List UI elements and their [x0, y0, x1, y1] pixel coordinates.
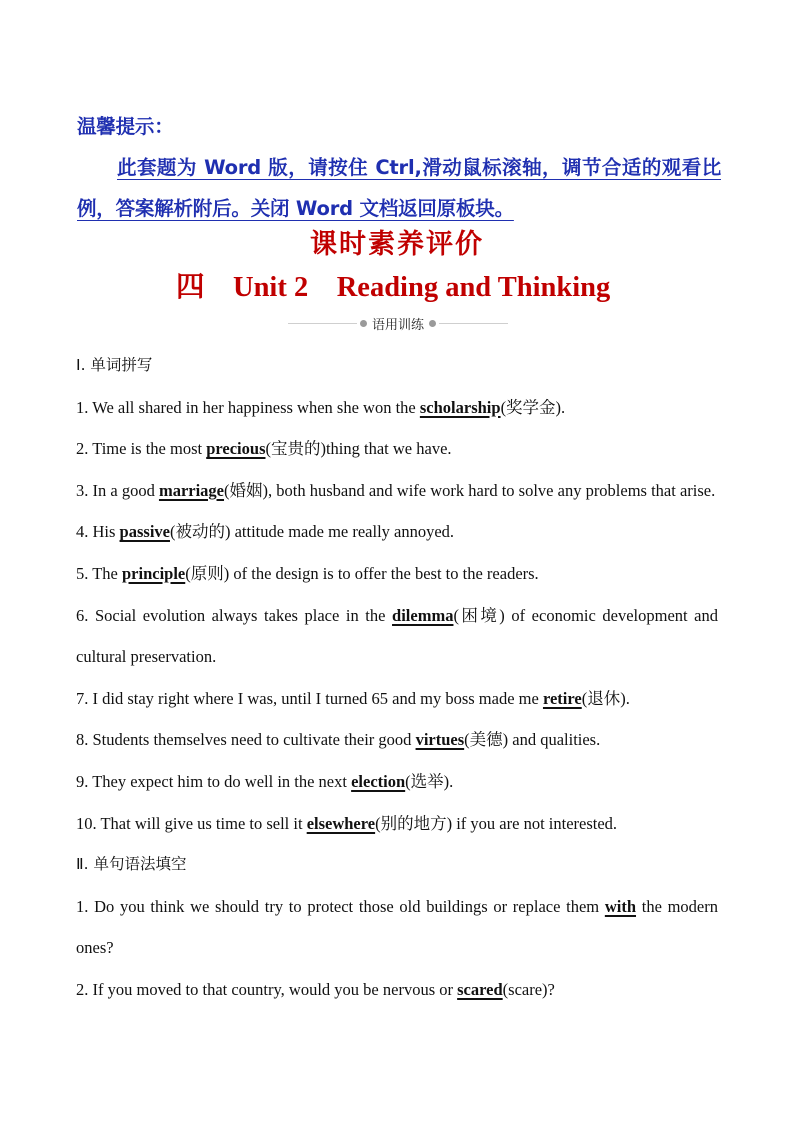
- bullet-dot-icon: [360, 320, 367, 327]
- item-text: (选举).: [405, 771, 454, 791]
- part1-heading: Ⅰ. 单词拼写: [76, 356, 153, 374]
- answer-text: elsewhere: [306, 813, 376, 833]
- answer-text: virtues: [415, 730, 465, 750]
- item-text: 10. That will give us time to sell it: [76, 813, 307, 833]
- tip-heading: 温馨提示：: [77, 115, 174, 138]
- item-text: (被动的) attitude made me really annoyed.: [169, 522, 455, 542]
- item-text: 9. They expect him to do well in the next: [76, 771, 352, 791]
- answer-text: principle: [121, 563, 186, 583]
- item-text: (退休).: [581, 688, 630, 708]
- exercise-item: [76, 553, 718, 595]
- item-text: (scare)?: [502, 979, 555, 999]
- tip-box: [77, 106, 721, 229]
- answer-text: scholarship: [419, 397, 501, 417]
- bullet-dot-icon: [429, 320, 436, 327]
- answer-text: passive: [119, 522, 170, 542]
- exercise-item: [76, 428, 718, 470]
- exercise-item: [76, 387, 718, 429]
- divider-line-left: [288, 323, 357, 324]
- divider-line-right: [439, 323, 508, 324]
- item-text: (宝贵的)thing that we have.: [265, 439, 452, 459]
- exercise-item: [76, 511, 718, 553]
- page-title: 课时素养评价: [310, 229, 484, 260]
- section-label: 语用训练: [372, 317, 425, 333]
- item-text: 6. Social evolution always takes place in the: [76, 605, 393, 625]
- part1-list: [76, 387, 718, 845]
- item-text: (婚姻), both husband and wife work hard to solve any problems that arise.: [224, 480, 716, 500]
- item-text: (困境) of economic development and cultural preservation.: [76, 605, 718, 667]
- section-divider: [288, 314, 508, 332]
- exercise-item: [76, 470, 718, 512]
- exercise-item: [76, 719, 718, 761]
- answer-text: election: [351, 771, 406, 791]
- page-subtitle: 四 Unit 2 Reading and Thinking: [176, 272, 611, 303]
- item-text: 1. Do you think we should try to protect those old buildings or replace them: [76, 896, 605, 916]
- item-text: 3. In a good: [76, 480, 159, 500]
- exercise-content: [76, 345, 718, 1011]
- answer-text: marriage: [158, 480, 225, 500]
- part2-list: [76, 886, 718, 1011]
- item-text: (原则) of the design is to offer the best to the readers.: [185, 563, 539, 583]
- exercise-item: [76, 595, 718, 678]
- exercise-item: [76, 886, 718, 969]
- item-text: 8. Students themselves need to cultivate their good: [76, 730, 416, 750]
- exercise-item: [76, 969, 718, 1011]
- answer-text: precious: [206, 439, 266, 459]
- exercise-item: [76, 803, 718, 845]
- item-text: 5. The: [76, 563, 122, 583]
- exercise-item: [76, 678, 718, 720]
- part2-heading: Ⅱ. 单句语法填空: [76, 855, 187, 874]
- item-text: (别的地方) if you are not interested.: [375, 813, 618, 833]
- item-text: (美德) and qualities.: [464, 730, 601, 750]
- tip-body: 此套题为 Word 版，请按住 Ctrl,滑动鼠标滚轴，调节合适的观看比例，答案解析附后。关闭 Word 文档返回原板块。: [77, 156, 721, 220]
- item-text: 7. I did stay right where I was, until I turned 65 and my boss made me: [76, 688, 543, 708]
- item-text: (奖学金).: [500, 397, 566, 417]
- item-text: the modern ones?: [76, 896, 719, 958]
- answer-text: with: [604, 896, 637, 916]
- answer-text: scared: [457, 979, 503, 999]
- item-text: 4. His: [76, 522, 120, 542]
- exercise-item: [76, 761, 718, 803]
- answer-text: retire: [542, 688, 582, 708]
- answer-text: dilemma: [392, 605, 454, 625]
- item-text: 2. If you moved to that country, would you be nervous or: [76, 979, 458, 999]
- item-text: 2. Time is the most: [76, 439, 207, 459]
- item-text: 1. We all shared in her happiness when she won the: [76, 397, 420, 417]
